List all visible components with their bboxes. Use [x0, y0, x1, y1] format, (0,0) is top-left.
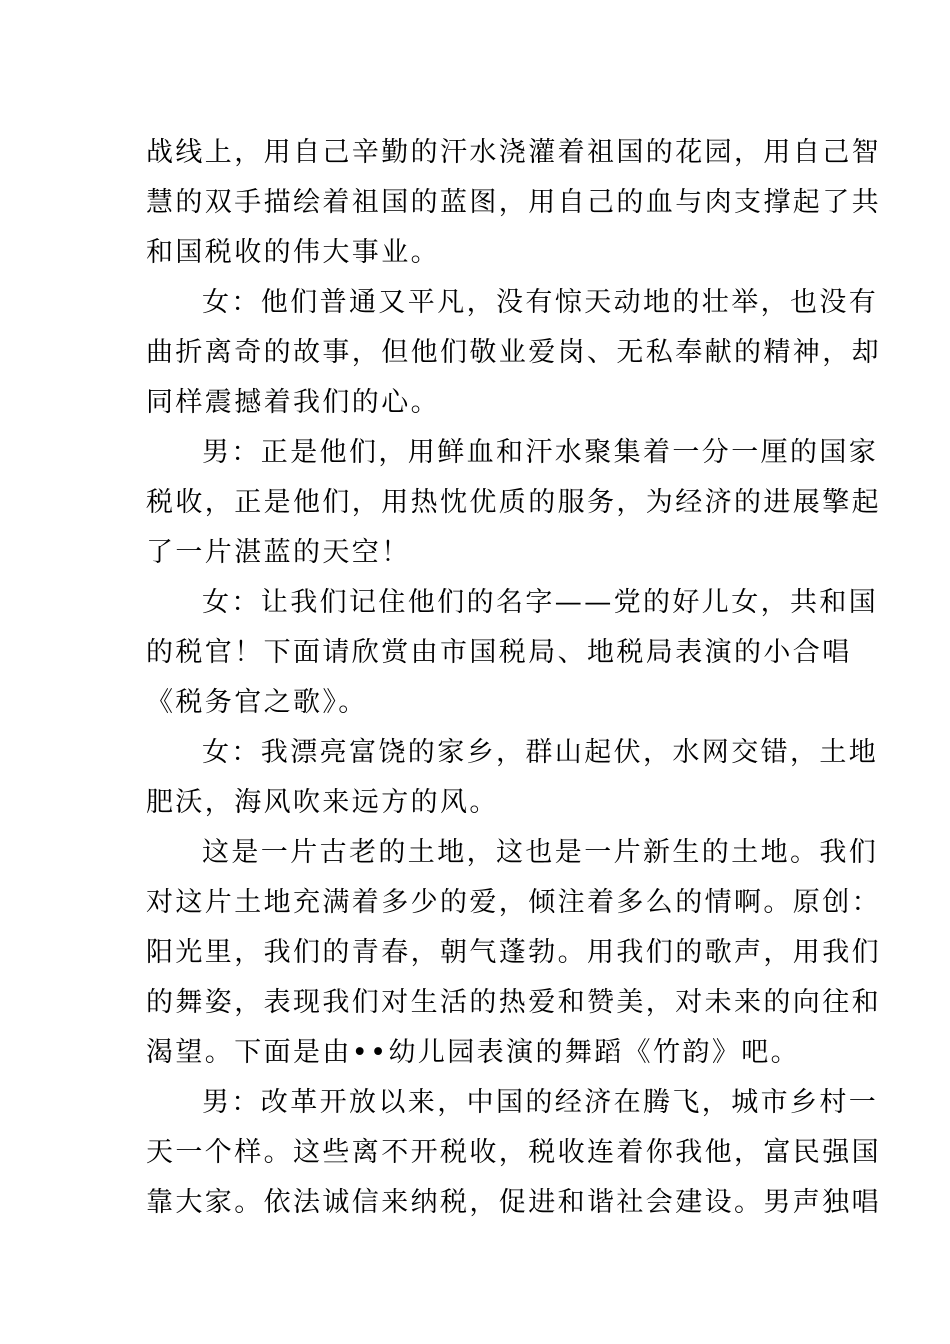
text-line: 天一个样。这些离不开税收，税收连着你我他，富民强国 — [146, 1137, 881, 1168]
text-line: 的税官！下面请欣赏由市国税局、地税局表演的小合唱 — [146, 637, 852, 668]
text-line: 靠大家。依法诚信来纳税，促进和谐社会建设。男声独唱 — [146, 1187, 881, 1218]
text-line: 的舞姿，表现我们对生活的热爱和赞美，对未来的向往和 — [146, 987, 881, 1018]
text-line: 对这片土地充满着多少的爱，倾注着多么的情啊。原创： — [146, 887, 881, 918]
text-line: 同样震撼着我们的心。 — [146, 387, 440, 418]
text-line: 了一片湛蓝的天空！ — [146, 537, 411, 568]
text-line: 阳光里，我们的青春，朝气蓬勃。用我们的歌声，用我们 — [146, 937, 881, 968]
text-line: 曲折离奇的故事，但他们敬业爱岗、无私奉献的精神，却 — [146, 337, 881, 368]
text-line: 战线上，用自己辛勤的汗水浇灌着祖国的花园，用自己智 — [146, 137, 881, 168]
paragraph-first-line: 男：正是他们，用鲜血和汗水聚集着一分一厘的国家 — [202, 437, 879, 468]
document-body — [146, 128, 881, 1228]
paragraph-first-line: 女：我漂亮富饶的家乡，群山起伏，水网交错，土地 — [202, 737, 879, 768]
text-line: 和国税收的伟大事业。 — [146, 237, 440, 268]
text-line: 《税务官之歌》。 — [146, 687, 368, 718]
text-line: 慧的双手描绘着祖国的蓝图，用自己的血与肉支撑起了共 — [146, 187, 881, 218]
text-line: 税收，正是他们，用热忱优质的服务，为经济的进展擎起 — [146, 487, 881, 518]
paragraph-first-line: 女：让我们记住他们的名字——党的好儿女，共和国 — [202, 587, 879, 618]
paragraph-first-line: 这是一片古老的土地，这也是一片新生的土地。我们 — [202, 837, 879, 868]
paragraph-first-line: 女：他们普通又平凡，没有惊天动地的壮举，也没有 — [202, 287, 879, 318]
paragraph-first-line: 男：改革开放以来，中国的经济在腾飞，城市乡村一 — [202, 1087, 879, 1118]
text-line: 渴望。下面是由••幼儿园表演的舞蹈《竹韵》吧。 — [146, 1037, 801, 1068]
text-line: 肥沃，海风吹来远方的风。 — [146, 787, 499, 818]
